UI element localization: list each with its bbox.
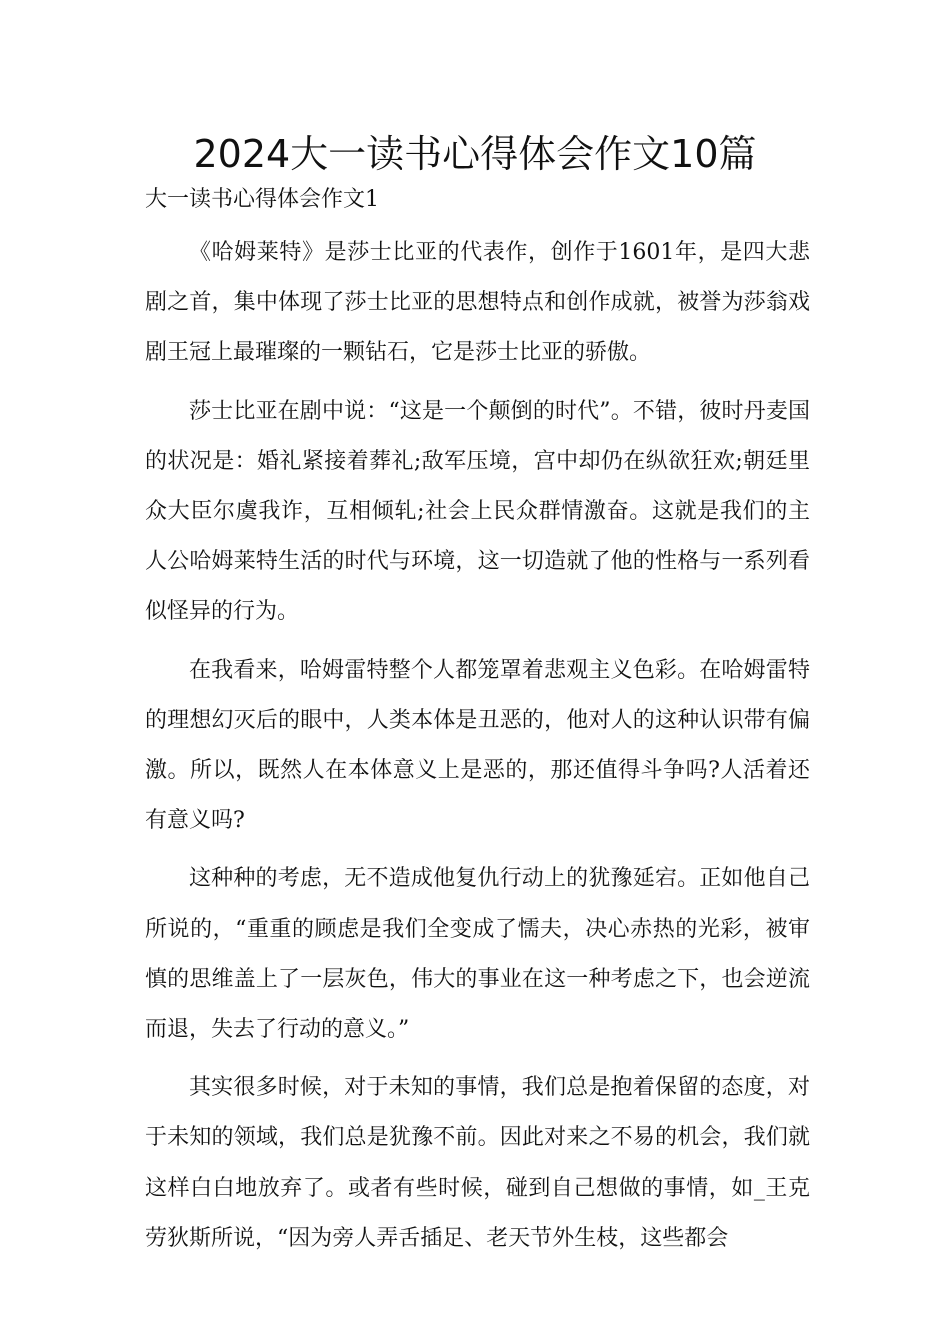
paragraph-3: 在我看来，哈姆雷特整个人都笼罩着悲观主义色彩。在哈姆雷特的理想幻灭后的眼中，人类本体是丑恶的，他对人的这种认识带有偏激。所以，既然人在本体意义上是恶的，那还值得斗争吗?人活着还有意义吗? xyxy=(145,657,810,834)
section-heading: 大一读书心得体会作文1 xyxy=(145,187,379,212)
document-title: 2024大一读书心得体会作文10篇 xyxy=(193,132,757,176)
paragraph-1: 《哈姆莱特》是莎士比亚的代表作，创作于1601年，是四大悲剧之首，集中体现了莎士比亚的思想特点和创作成就，被誉为莎翁戏剧王冠上最璀璨的一颗钻石，它是莎士比亚的骄傲。 xyxy=(145,240,810,366)
paragraph-4: 这种种的考虑，无不造成他复仇行动上的犹豫延宕。正如他自己所说的，“重重的顾虑是我们全变成了懦夫，决心赤热的光彩，被审慎的思维盖上了一层灰色，伟大的事业在这一种考虑之下，也会逆流而退，失去了行动的意义。” xyxy=(145,866,810,1043)
paragraph-5: 其实很多时候，对于未知的事情，我们总是抱着保留的态度，对于未知的领域，我们总是犹豫不前。因此对来之不易的机会，我们就这样白白地放弃了。或者有些时候，碰到自己想做的事情，如_王克劳狄斯所说，“因为旁人弄舌插足、老天节外生枝，这些都会 xyxy=(145,1075,810,1251)
paragraph-2: 莎士比亚在剧中说：“这是一个颠倒的时代”。不错，彼时丹麦国的状况是：婚礼紧接着葬礼;敌军压境，宫中却仍在纵欲狂欢;朝廷里众大臣尔虞我诈，互相倾轧;社会上民众群情激奋。这就是我们的主人公哈姆莱特生活的时代与环境，这一切造就了他的性格与一系列看似怪异的行为。 xyxy=(145,398,810,625)
document-body xyxy=(145,228,810,1272)
